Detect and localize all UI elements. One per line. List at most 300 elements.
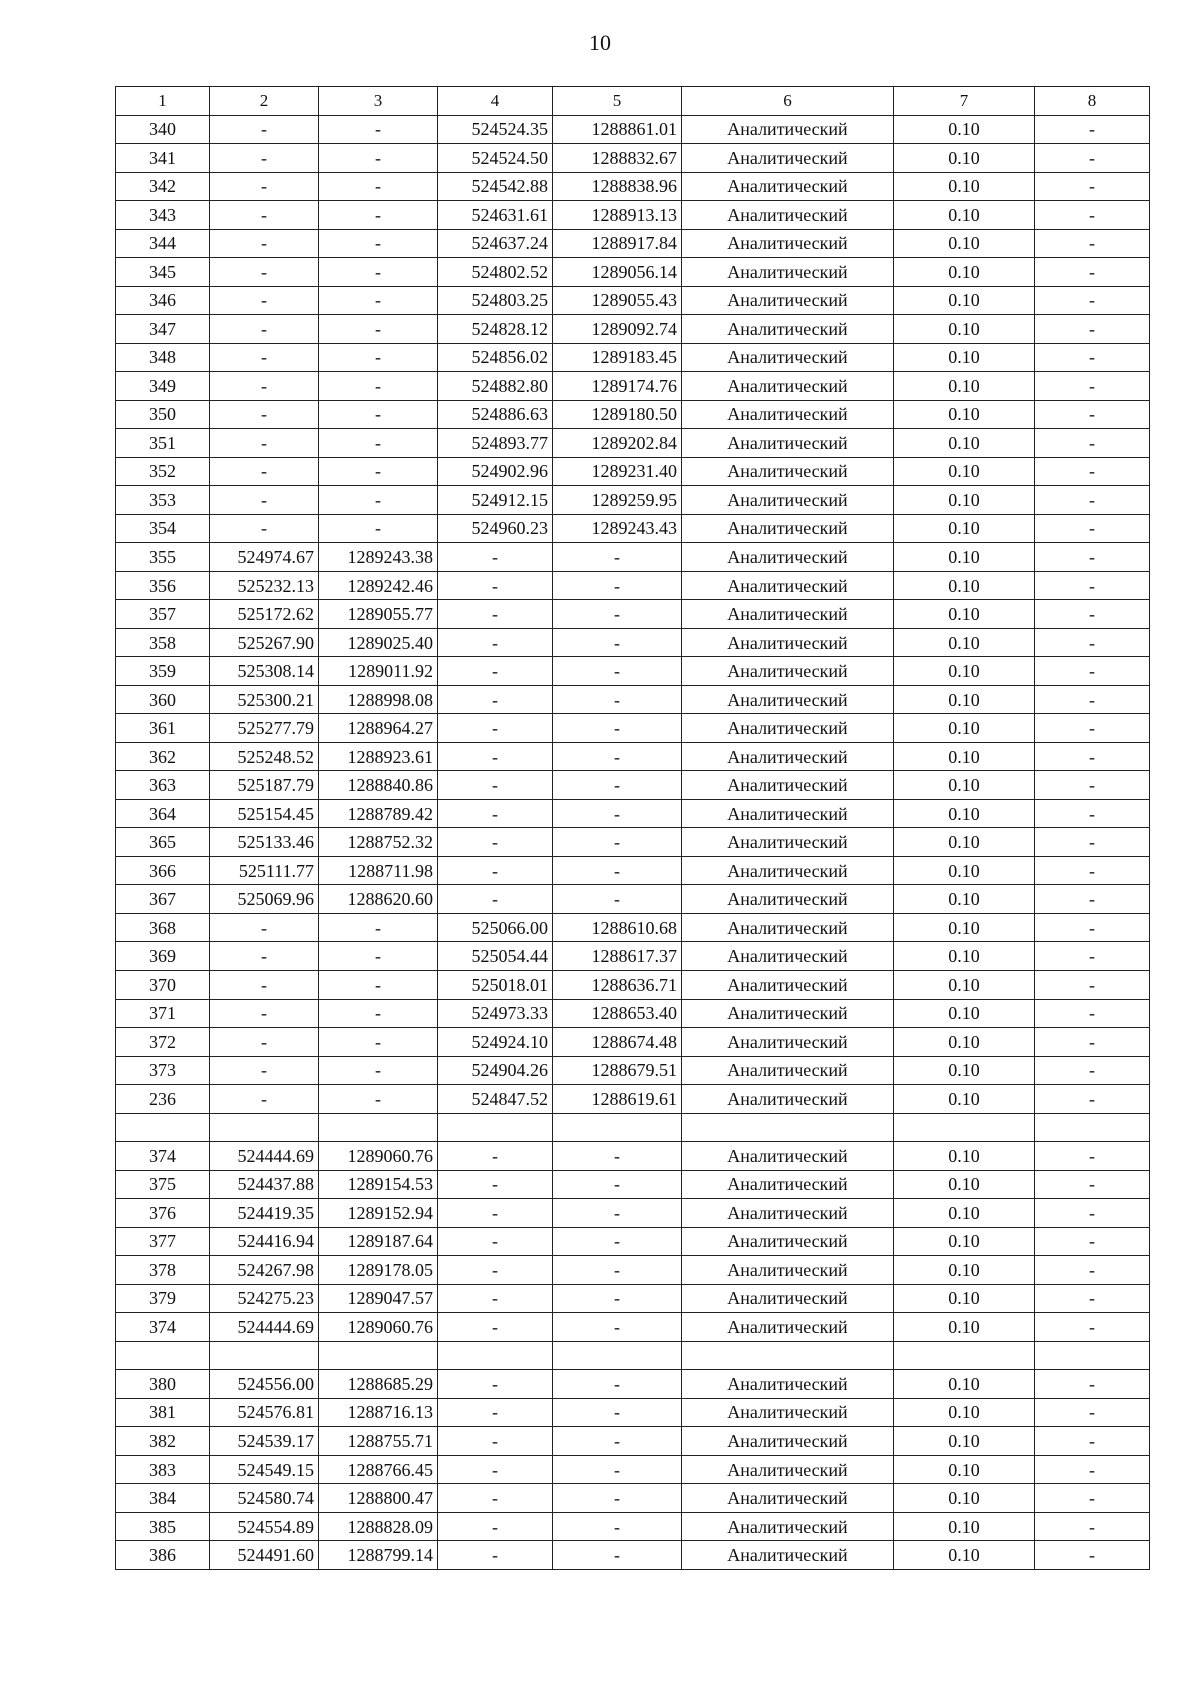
table-cell: 0.10 xyxy=(894,828,1035,857)
table-row xyxy=(116,885,1150,914)
table-cell: - xyxy=(438,1484,553,1513)
table-row xyxy=(116,742,1150,771)
table-cell: 362 xyxy=(116,742,210,771)
table-cell: 371 xyxy=(116,999,210,1028)
table-row xyxy=(116,999,1150,1028)
table-cell: - xyxy=(553,1256,682,1285)
table-cell xyxy=(210,1113,319,1142)
table-cell: 236 xyxy=(116,1085,210,1114)
table-cell: 1289055.43 xyxy=(553,286,682,315)
table-cell: 374 xyxy=(116,1313,210,1342)
table-cell: 0.10 xyxy=(894,1427,1035,1456)
table-cell: 1289060.76 xyxy=(319,1313,438,1342)
table-cell: 1288964.27 xyxy=(319,714,438,743)
table-cell: 373 xyxy=(116,1056,210,1085)
table-cell: 524828.12 xyxy=(438,315,553,344)
table-cell: 525277.79 xyxy=(210,714,319,743)
table-cell: - xyxy=(438,571,553,600)
table-cell: 524549.15 xyxy=(210,1455,319,1484)
table-cell: - xyxy=(319,372,438,401)
table-cell: - xyxy=(1035,885,1150,914)
table-cell: 360 xyxy=(116,685,210,714)
table-cell: 524524.35 xyxy=(438,115,553,144)
table-cell: Аналитический xyxy=(682,1512,894,1541)
table-cell: - xyxy=(1035,514,1150,543)
table-row xyxy=(116,1028,1150,1057)
table-cell: - xyxy=(210,315,319,344)
table-cell: - xyxy=(210,258,319,287)
table-cell: - xyxy=(438,1427,553,1456)
table-cell: 524267.98 xyxy=(210,1256,319,1285)
table-cell: - xyxy=(319,1085,438,1114)
table-cell: - xyxy=(438,628,553,657)
table-cell: 524275.23 xyxy=(210,1284,319,1313)
table-cell: - xyxy=(438,771,553,800)
table-cell: - xyxy=(438,543,553,572)
table-cell: 363 xyxy=(116,771,210,800)
table-cell: 352 xyxy=(116,457,210,486)
table-cell: 1289243.43 xyxy=(553,514,682,543)
table-cell: 1289055.77 xyxy=(319,600,438,629)
table-cell: 525187.79 xyxy=(210,771,319,800)
table-cell: 358 xyxy=(116,628,210,657)
table-row xyxy=(116,372,1150,401)
table-cell: 0.10 xyxy=(894,486,1035,515)
table-row xyxy=(116,286,1150,315)
table-cell: - xyxy=(1035,543,1150,572)
column-header-6: 6 xyxy=(682,87,894,116)
table-cell: - xyxy=(210,1028,319,1057)
table-cell: - xyxy=(438,1455,553,1484)
table-cell: - xyxy=(553,543,682,572)
table-cell: 524637.24 xyxy=(438,229,553,258)
table-cell: 1289174.76 xyxy=(553,372,682,401)
table-cell: Аналитический xyxy=(682,258,894,287)
table-cell: 525172.62 xyxy=(210,600,319,629)
table-cell: Аналитический xyxy=(682,685,894,714)
table-cell: - xyxy=(319,115,438,144)
table-row xyxy=(116,1427,1150,1456)
table-cell: Аналитический xyxy=(682,1398,894,1427)
table-cell: - xyxy=(319,400,438,429)
table-cell: 0.10 xyxy=(894,913,1035,942)
table-cell: - xyxy=(1035,913,1150,942)
table-cell: 524882.80 xyxy=(438,372,553,401)
table-cell: 0.10 xyxy=(894,1541,1035,1570)
table-cell: 1289152.94 xyxy=(319,1199,438,1228)
table-cell: 524554.89 xyxy=(210,1512,319,1541)
table-cell: - xyxy=(553,742,682,771)
table-cell: - xyxy=(1035,1170,1150,1199)
table-cell: - xyxy=(1035,1227,1150,1256)
table-cell: 1288711.98 xyxy=(319,856,438,885)
table-cell: - xyxy=(210,486,319,515)
table-row xyxy=(116,799,1150,828)
table-cell: - xyxy=(553,1427,682,1456)
table-row xyxy=(116,1199,1150,1228)
table-cell: - xyxy=(438,828,553,857)
table-cell: 1288636.71 xyxy=(553,970,682,999)
table-cell: Аналитический xyxy=(682,229,894,258)
table-cell: Аналитический xyxy=(682,457,894,486)
table-cell: - xyxy=(438,1256,553,1285)
table-cell: - xyxy=(1035,856,1150,885)
table-cell: - xyxy=(438,799,553,828)
table-cell: 524416.94 xyxy=(210,1227,319,1256)
table-cell: 525300.21 xyxy=(210,685,319,714)
table-cell: 0.10 xyxy=(894,286,1035,315)
table-cell: - xyxy=(553,1170,682,1199)
table-cell: Аналитический xyxy=(682,343,894,372)
table-cell: 0.10 xyxy=(894,742,1035,771)
table-cell: 1289056.14 xyxy=(553,258,682,287)
table-cell: - xyxy=(1035,343,1150,372)
table-cell: 1289178.05 xyxy=(319,1256,438,1285)
table-cell: - xyxy=(1035,657,1150,686)
table-cell: - xyxy=(553,628,682,657)
table-cell: - xyxy=(438,1541,553,1570)
table-cell: - xyxy=(1035,1284,1150,1313)
table-cell: Аналитический xyxy=(682,742,894,771)
table-cell: - xyxy=(438,1398,553,1427)
table-row xyxy=(116,115,1150,144)
table-row xyxy=(116,543,1150,572)
table-cell: Аналитический xyxy=(682,600,894,629)
table-cell: 386 xyxy=(116,1541,210,1570)
table-cell: 1288610.68 xyxy=(553,913,682,942)
table-cell: - xyxy=(1035,1313,1150,1342)
table-cell: Аналитический xyxy=(682,514,894,543)
table-cell: 524902.96 xyxy=(438,457,553,486)
table-row xyxy=(116,1313,1150,1342)
table-cell: 340 xyxy=(116,115,210,144)
table-cell: 0.10 xyxy=(894,514,1035,543)
table-cell: - xyxy=(1035,144,1150,173)
table-cell: Аналитический xyxy=(682,1455,894,1484)
table-cell: 0.10 xyxy=(894,685,1035,714)
table-cell: - xyxy=(438,1512,553,1541)
table-cell: - xyxy=(553,1142,682,1171)
table-cell: - xyxy=(1035,771,1150,800)
table-cell: - xyxy=(210,1056,319,1085)
table-cell: - xyxy=(319,942,438,971)
table-cell: 0.10 xyxy=(894,1256,1035,1285)
table-row xyxy=(116,1256,1150,1285)
table-cell: - xyxy=(210,343,319,372)
table-cell: 1288913.13 xyxy=(553,201,682,230)
table-cell: 524419.35 xyxy=(210,1199,319,1228)
table-cell: Аналитический xyxy=(682,144,894,173)
table-cell: - xyxy=(1035,970,1150,999)
table-row xyxy=(116,828,1150,857)
table-cell: - xyxy=(210,1085,319,1114)
table-cell: 1288840.86 xyxy=(319,771,438,800)
table-cell: 369 xyxy=(116,942,210,971)
table-cell: 1289154.53 xyxy=(319,1170,438,1199)
coordinates-table xyxy=(115,86,1150,1570)
table-cell: 524444.69 xyxy=(210,1313,319,1342)
table-row xyxy=(116,942,1150,971)
table-cell: 0.10 xyxy=(894,457,1035,486)
table-row xyxy=(116,343,1150,372)
table-row xyxy=(116,1370,1150,1399)
table-cell xyxy=(116,1113,210,1142)
table-cell: - xyxy=(553,885,682,914)
table-cell: - xyxy=(553,685,682,714)
table-cell: 0.10 xyxy=(894,1313,1035,1342)
table-cell: Аналитический xyxy=(682,1028,894,1057)
table-cell: 375 xyxy=(116,1170,210,1199)
table-cell: 365 xyxy=(116,828,210,857)
table-row xyxy=(116,1512,1150,1541)
table-cell: 525232.13 xyxy=(210,571,319,600)
table-cell: Аналитический xyxy=(682,543,894,572)
table-cell: 0.10 xyxy=(894,1056,1035,1085)
table-cell: 0.10 xyxy=(894,628,1035,657)
table-row xyxy=(116,913,1150,942)
table-cell xyxy=(682,1113,894,1142)
table-cell: - xyxy=(210,229,319,258)
table-cell: - xyxy=(210,514,319,543)
table-cell: 524444.69 xyxy=(210,1142,319,1171)
table-cell: - xyxy=(1035,1455,1150,1484)
table-body xyxy=(116,87,1150,1570)
table-cell: - xyxy=(553,1455,682,1484)
table-cell: 0.10 xyxy=(894,1512,1035,1541)
column-header-8: 8 xyxy=(1035,87,1150,116)
table-row xyxy=(116,457,1150,486)
table-cell: - xyxy=(553,600,682,629)
column-header-3: 3 xyxy=(319,87,438,116)
header-row xyxy=(116,87,1150,116)
table-cell: 0.10 xyxy=(894,1085,1035,1114)
table-cell: 1289047.57 xyxy=(319,1284,438,1313)
table-cell: 0.10 xyxy=(894,1284,1035,1313)
table-cell: 0.10 xyxy=(894,372,1035,401)
table-row xyxy=(116,172,1150,201)
separator-row xyxy=(116,1341,1150,1370)
table-cell: 0.10 xyxy=(894,771,1035,800)
table-cell: 357 xyxy=(116,600,210,629)
table-cell: 1288674.48 xyxy=(553,1028,682,1057)
table-cell: 345 xyxy=(116,258,210,287)
table-cell: - xyxy=(1035,201,1150,230)
table-cell: - xyxy=(319,999,438,1028)
table-cell: - xyxy=(553,828,682,857)
table-cell: - xyxy=(1035,1199,1150,1228)
table-cell: 361 xyxy=(116,714,210,743)
table-cell: 372 xyxy=(116,1028,210,1057)
table-cell: 367 xyxy=(116,885,210,914)
table-cell: - xyxy=(1035,942,1150,971)
table-cell: - xyxy=(1035,1256,1150,1285)
table-cell: - xyxy=(319,457,438,486)
table-cell: - xyxy=(210,144,319,173)
table-cell: 524524.50 xyxy=(438,144,553,173)
table-cell: - xyxy=(438,714,553,743)
table-cell: 525054.44 xyxy=(438,942,553,971)
table-cell: Аналитический xyxy=(682,999,894,1028)
table-cell: - xyxy=(1035,258,1150,287)
table-cell: - xyxy=(210,457,319,486)
table-cell: 0.10 xyxy=(894,571,1035,600)
table-cell: 1288832.67 xyxy=(553,144,682,173)
table-cell: Аналитический xyxy=(682,970,894,999)
table-cell: - xyxy=(1035,172,1150,201)
table-cell: - xyxy=(210,400,319,429)
table-cell: - xyxy=(319,970,438,999)
table-cell: - xyxy=(210,201,319,230)
table-cell: - xyxy=(210,999,319,1028)
table-cell: 1288828.09 xyxy=(319,1512,438,1541)
table-cell: 0.10 xyxy=(894,657,1035,686)
table-cell xyxy=(210,1341,319,1370)
table-cell: Аналитический xyxy=(682,1284,894,1313)
table-cell: 524856.02 xyxy=(438,343,553,372)
table-row xyxy=(116,1398,1150,1427)
table-cell: - xyxy=(553,1370,682,1399)
table-cell: 1288923.61 xyxy=(319,742,438,771)
table-cell: 1288800.47 xyxy=(319,1484,438,1513)
table-cell: - xyxy=(1035,486,1150,515)
table-cell: - xyxy=(553,571,682,600)
table-cell: 354 xyxy=(116,514,210,543)
table-cell xyxy=(553,1341,682,1370)
table-cell: 376 xyxy=(116,1199,210,1228)
table-cell: - xyxy=(319,343,438,372)
table-cell: 524960.23 xyxy=(438,514,553,543)
table-cell xyxy=(1035,1113,1150,1142)
table-cell: 0.10 xyxy=(894,543,1035,572)
table-cell: 0.10 xyxy=(894,600,1035,629)
table-cell: - xyxy=(210,970,319,999)
table-cell: Аналитический xyxy=(682,429,894,458)
table-row xyxy=(116,856,1150,885)
table-cell: 0.10 xyxy=(894,429,1035,458)
table-cell xyxy=(319,1341,438,1370)
table-cell: 524631.61 xyxy=(438,201,553,230)
table-cell: - xyxy=(1035,1085,1150,1114)
table-cell: 0.10 xyxy=(894,1170,1035,1199)
table-cell: Аналитический xyxy=(682,856,894,885)
table-cell: - xyxy=(553,799,682,828)
table-cell: - xyxy=(438,1199,553,1228)
table-cell: - xyxy=(438,1227,553,1256)
table-cell: - xyxy=(319,486,438,515)
table-cell: Аналитический xyxy=(682,1484,894,1513)
table-cell: 1288838.96 xyxy=(553,172,682,201)
table-row xyxy=(116,1484,1150,1513)
table-row xyxy=(116,628,1150,657)
table-cell: - xyxy=(1035,1142,1150,1171)
table-cell: 524847.52 xyxy=(438,1085,553,1114)
table-cell: - xyxy=(1035,1427,1150,1456)
table-cell: - xyxy=(319,172,438,201)
table-cell: 525069.96 xyxy=(210,885,319,914)
table-cell: - xyxy=(1035,799,1150,828)
table-row xyxy=(116,571,1150,600)
table-cell: 1288619.61 xyxy=(553,1085,682,1114)
table-cell: 0.10 xyxy=(894,942,1035,971)
table-cell: 353 xyxy=(116,486,210,515)
table-cell: - xyxy=(210,429,319,458)
table-cell: - xyxy=(553,1398,682,1427)
column-header-4: 4 xyxy=(438,87,553,116)
table-cell: - xyxy=(1035,115,1150,144)
table-cell: 1288620.60 xyxy=(319,885,438,914)
table-cell: 341 xyxy=(116,144,210,173)
table-cell: Аналитический xyxy=(682,1427,894,1456)
table-cell: Аналитический xyxy=(682,942,894,971)
table-cell: 524924.10 xyxy=(438,1028,553,1057)
table-cell: 359 xyxy=(116,657,210,686)
table-cell: - xyxy=(438,885,553,914)
table-cell: Аналитический xyxy=(682,1199,894,1228)
table-cell: - xyxy=(1035,600,1150,629)
table-cell: - xyxy=(1035,315,1150,344)
table-cell: 524886.63 xyxy=(438,400,553,429)
table-cell: - xyxy=(210,942,319,971)
table-cell: - xyxy=(1035,429,1150,458)
table-cell: 525018.01 xyxy=(438,970,553,999)
table-cell: - xyxy=(1035,1484,1150,1513)
table-cell: 366 xyxy=(116,856,210,885)
table-cell: - xyxy=(319,229,438,258)
table-cell: 0.10 xyxy=(894,343,1035,372)
table-cell: - xyxy=(553,1313,682,1342)
table-cell: 1289242.46 xyxy=(319,571,438,600)
table-cell: - xyxy=(319,286,438,315)
table-cell: 1288653.40 xyxy=(553,999,682,1028)
table-cell: - xyxy=(1035,286,1150,315)
table-cell: - xyxy=(210,913,319,942)
table-cell: 364 xyxy=(116,799,210,828)
table-cell: - xyxy=(553,1227,682,1256)
table-cell: 1289092.74 xyxy=(553,315,682,344)
table-cell: 1289259.95 xyxy=(553,486,682,515)
table-row xyxy=(116,657,1150,686)
table-cell: 370 xyxy=(116,970,210,999)
table-cell: - xyxy=(1035,685,1150,714)
table-row xyxy=(116,1056,1150,1085)
table-cell: 356 xyxy=(116,571,210,600)
table-cell: - xyxy=(319,315,438,344)
table-row xyxy=(116,201,1150,230)
table-cell: 350 xyxy=(116,400,210,429)
table-cell xyxy=(319,1113,438,1142)
table-cell: 0.10 xyxy=(894,856,1035,885)
table-cell: - xyxy=(319,913,438,942)
table-cell: Аналитический xyxy=(682,1370,894,1399)
table-cell: - xyxy=(438,600,553,629)
table-cell: Аналитический xyxy=(682,628,894,657)
table-cell: 0.10 xyxy=(894,999,1035,1028)
table-cell: 348 xyxy=(116,343,210,372)
table-cell: Аналитический xyxy=(682,1313,894,1342)
table-cell: Аналитический xyxy=(682,571,894,600)
table-cell: 0.10 xyxy=(894,1484,1035,1513)
table-cell: - xyxy=(438,1170,553,1199)
table-cell: 379 xyxy=(116,1284,210,1313)
table-row xyxy=(116,1085,1150,1114)
table-cell: 1288766.45 xyxy=(319,1455,438,1484)
table-cell: 525066.00 xyxy=(438,913,553,942)
table-cell: Аналитический xyxy=(682,315,894,344)
table-cell: 1289243.38 xyxy=(319,543,438,572)
table-row xyxy=(116,771,1150,800)
table-cell: - xyxy=(553,1484,682,1513)
table-cell: 525267.90 xyxy=(210,628,319,657)
